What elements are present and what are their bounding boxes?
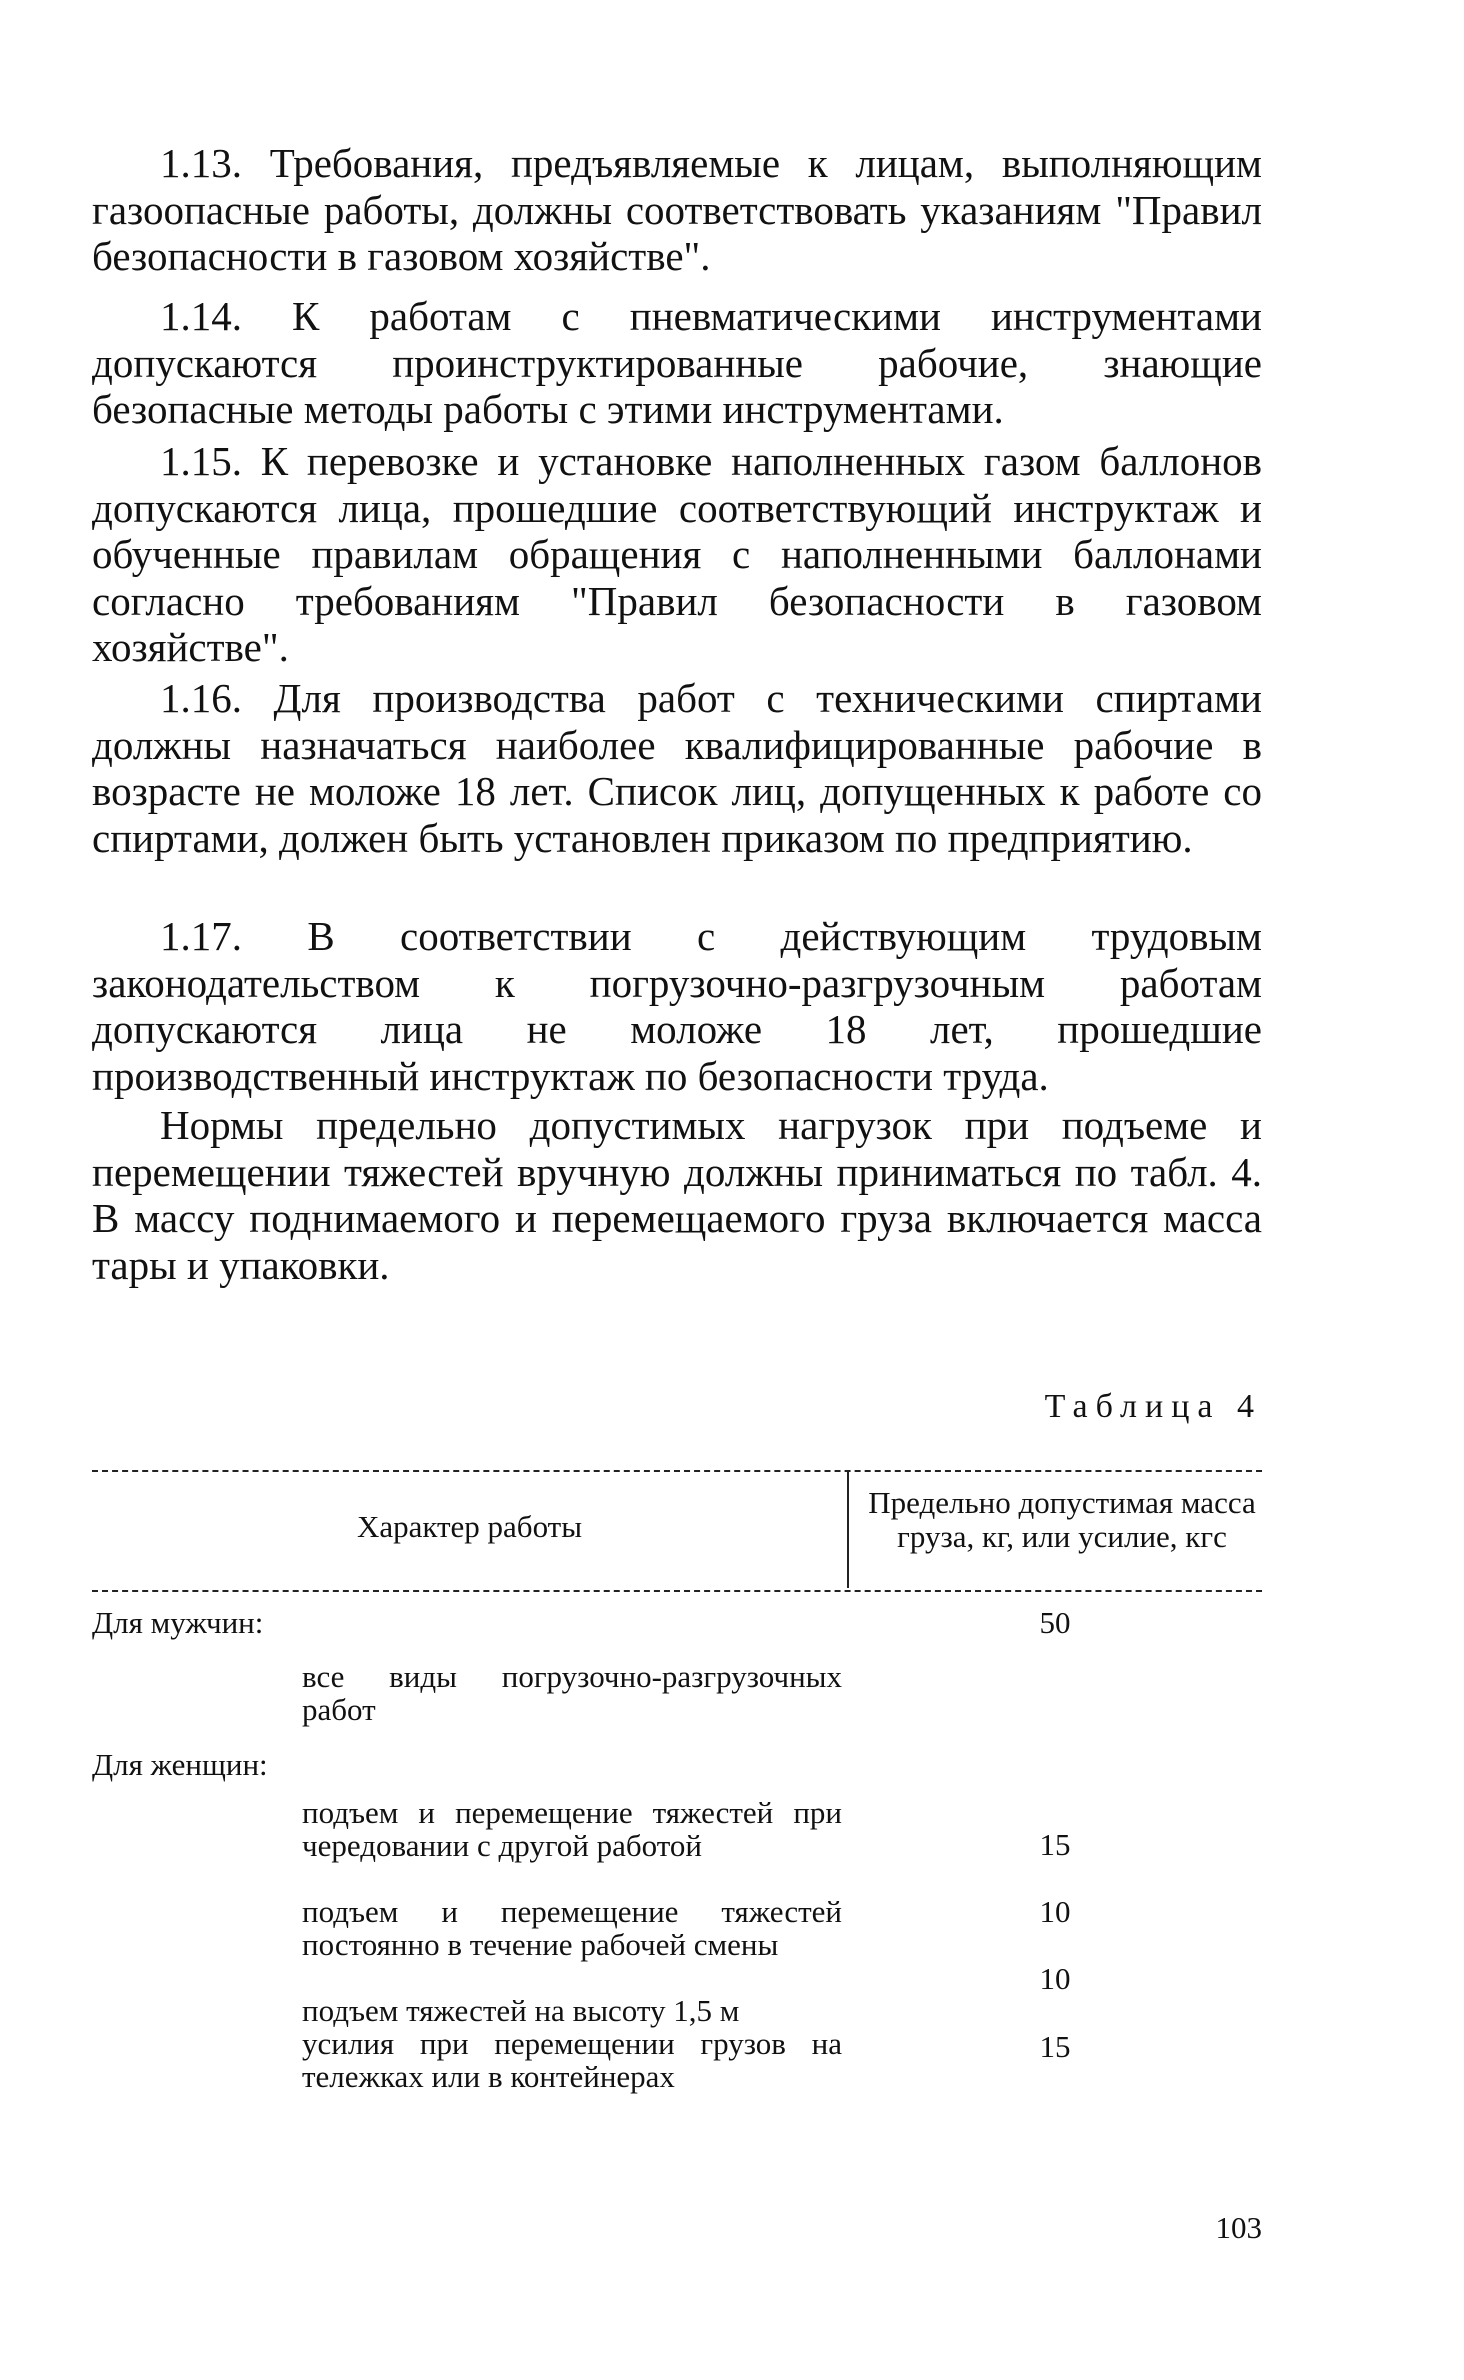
- group-label-men: Для мужчин:: [92, 1605, 264, 1640]
- table-top-rule: [92, 1470, 1262, 1472]
- women-row-3-desc: подъем тяжестей на высоту 1,5 м: [302, 1993, 740, 2028]
- table-caption: Таблица 4: [1044, 1388, 1262, 1425]
- table-header-rule: [92, 1590, 1262, 1592]
- women-row-4-value: 15: [1039, 2029, 1071, 2064]
- table-header-divider: [847, 1470, 849, 1588]
- men-value: 50: [1039, 1605, 1071, 1640]
- table-header-work-type: Характер работы: [356, 1509, 583, 1544]
- women-row-2-desc: подъем и перемещение тяжестей постоянно в течение рабочей смены: [302, 1894, 842, 1962]
- paragraph-1-16: 1.16. Для производства работ с техническими спиртами должны назначаться наиболее квалифицированные рабочие в возрасте не моложе 18 лет. Список лиц, допущенных к работе со спиртами, должен быть установлен приказом по предприятию.: [92, 675, 1262, 861]
- group-label-women: Для женщин:: [92, 1747, 268, 1782]
- paragraph-1-17: 1.17. В соответствии с действующим трудовым законодательством к погрузочно-разгрузочным работам допускаются лица не моложе 18 лет, прошедшие производственный инструктаж по безопасности труда.: [92, 913, 1262, 1099]
- women-row-1-desc: подъем и перемещение тяжестей при чередовании с другой работой: [302, 1795, 842, 1863]
- men-row-desc: все виды погрузочно-разгрузочных работ: [302, 1659, 842, 1727]
- paragraph-1-14: 1.14. К работам с пневматическими инструментами допускаются проинструктированные рабочие, знающие безопасные методы работы с этими инструментами.: [92, 293, 1262, 432]
- table-header-max-load: Предельно допустимая масса груза, кг, или усилие, кгс: [868, 1485, 1256, 1554]
- women-row-4-desc: усилия при перемещении грузов на тележках или в контейнерах: [302, 2026, 842, 2094]
- page-number: 103: [1215, 2210, 1262, 2245]
- paragraph-norms: Нормы предельно допустимых нагрузок при подъеме и перемещении тяжестей вручную должны приниматься по табл. 4. В массу поднимаемого и перемещаемого груза включается масса тары и упаковки.: [92, 1102, 1262, 1288]
- women-row-3-value: 10: [1039, 1961, 1071, 1996]
- paragraph-1-13: 1.13. Требования, предъявляемые к лицам, выполняющим газоопасные работы, должны соответствовать указаниям "Правил безопасности в газовом хозяйстве".: [92, 140, 1262, 279]
- women-row-2-value: 10: [1039, 1894, 1071, 1929]
- paragraph-1-15: 1.15. К перевозке и установке наполненных газом баллонов допускаются лица, прошедшие соответствующий инструктаж и обученные правилам обращения с наполненными баллонами согласно требованиям "Правил безопасности в газовом хозяйстве".: [92, 438, 1262, 670]
- women-row-1-value: 15: [1039, 1827, 1071, 1862]
